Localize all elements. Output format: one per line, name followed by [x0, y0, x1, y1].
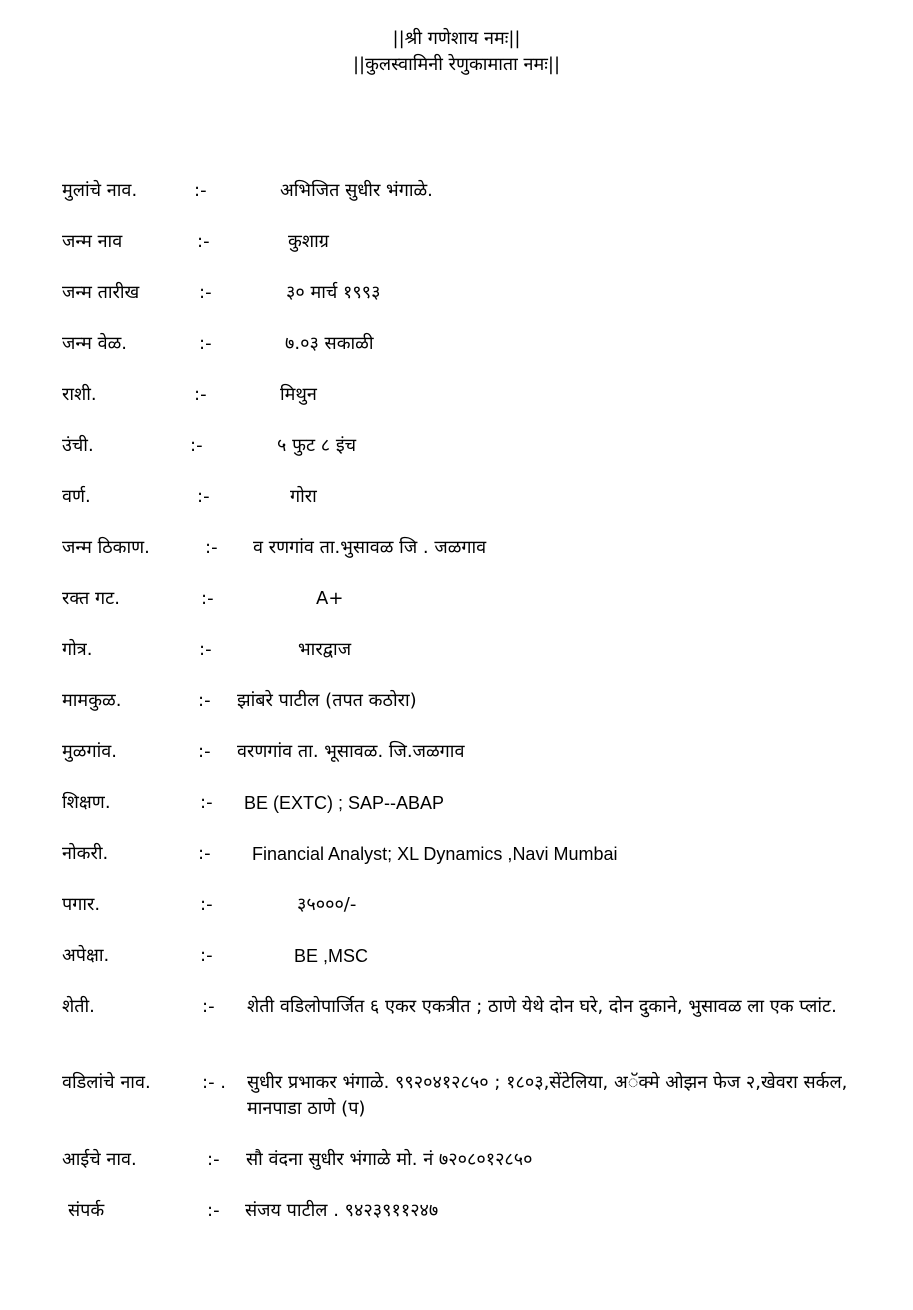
field-row-farm — [62, 994, 872, 1046]
field-value: कुशाग्र — [288, 231, 329, 252]
field-row-job — [62, 841, 872, 867]
field-separator: :- — [198, 690, 211, 711]
field-separator: :- — [198, 741, 211, 762]
field-value: ३५०००/- — [297, 894, 357, 915]
field-row-blood-group — [62, 586, 872, 612]
invocation-line-2: ||कुलस्वामिनी रेणुकामाता नमः|| — [352, 54, 561, 75]
field-row-boy-name — [62, 178, 872, 204]
field-value: भारद्वाज — [298, 639, 352, 660]
field-separator: :- — [205, 537, 218, 558]
field-row-birth-time — [62, 331, 872, 357]
field-separator: :- — [207, 1200, 220, 1221]
field-value: झांबरे पाटील (तपत कठोरा) — [237, 690, 417, 711]
field-label: आईचे नाव. — [62, 1149, 137, 1170]
field-value: ३० मार्च १९९३ — [286, 282, 381, 303]
field-separator: :- — [200, 792, 213, 813]
field-label: वडिलांचे नाव. — [62, 1072, 151, 1093]
field-separator: :- — [194, 180, 207, 201]
field-separator: :- — [197, 231, 210, 252]
field-label: शिक्षण. — [62, 792, 111, 813]
field-label: जन्म ठिकाण. — [62, 537, 150, 558]
field-label: वर्ण. — [62, 486, 91, 507]
field-value: व रणगांव ता.भुसावळ जि . जळगाव — [253, 537, 487, 558]
field-row-birth-place — [62, 535, 872, 561]
field-label: मुलांचे नाव. — [62, 180, 138, 201]
field-row-birth-date — [62, 280, 872, 306]
field-value: A+ — [316, 588, 344, 609]
field-row-birth-name — [62, 229, 872, 255]
field-separator: :- — [200, 894, 213, 915]
field-label: मामकुळ. — [62, 690, 122, 711]
field-label: अपेक्षा. — [62, 945, 110, 966]
field-label: जन्म तारीख — [62, 282, 140, 303]
field-row-mother-name — [62, 1147, 872, 1173]
field-row-native-village — [62, 739, 872, 765]
field-value: अभिजित सुधीर भंगाळे. — [280, 180, 433, 201]
field-label: जन्म नाव — [62, 231, 123, 252]
field-row-zodiac — [62, 382, 872, 408]
field-value: BE (EXTC) ; SAP--ABAP — [244, 793, 445, 813]
field-separator: :- — [199, 282, 212, 303]
field-label: गोत्र. — [62, 639, 93, 660]
field-separator: :- — [207, 1149, 220, 1170]
field-row-contact — [62, 1198, 872, 1224]
field-row-education — [62, 790, 872, 816]
field-separator: :- — [198, 843, 211, 864]
field-value: मिथुन — [280, 384, 317, 405]
field-row-complexion — [62, 484, 872, 510]
field-row-father-name — [62, 1070, 872, 1122]
field-label: जन्म वेळ. — [62, 333, 127, 354]
field-label: पगार. — [62, 894, 101, 915]
field-label: रक्त गट. — [62, 588, 120, 609]
field-separator: :- — [199, 333, 212, 354]
field-label: नोकरी. — [62, 843, 109, 864]
field-separator: :- . — [202, 1072, 227, 1093]
field-value: ५ फुट ८ इंच — [277, 435, 357, 456]
field-row-gotra — [62, 637, 872, 663]
field-value: सौ वंदना सुधीर भंगाळे मो. नं ७२०८०१२८५० — [246, 1149, 533, 1170]
field-separator: :- — [199, 639, 212, 660]
field-separator: :- — [201, 588, 214, 609]
field-row-salary — [62, 892, 872, 918]
invocation-line-1: ||श्री गणेशाय नमः|| — [392, 28, 521, 49]
field-value: गोरा — [290, 486, 317, 507]
field-value: संजय पाटील . ९४२३९११२४७ — [245, 1200, 439, 1221]
field-separator: :- — [197, 486, 210, 507]
field-row-expectation — [62, 943, 872, 969]
field-separator: :- — [194, 384, 207, 405]
field-row-mamkul — [62, 688, 872, 714]
field-label: राशी. — [62, 384, 97, 405]
field-label: संपर्क — [68, 1200, 105, 1221]
field-label: मुळगांव. — [62, 741, 117, 762]
field-separator: :- — [190, 435, 203, 456]
field-value: शेती वडिलोपार्जित ६ एकर एकत्रीत ; ठाणे येथे दोन घरे, दोन दुकाने, भुसावळ ला एक प्लांट. — [247, 996, 837, 1017]
field-label: उंची. — [62, 435, 94, 456]
field-value: वरणगांव ता. भूसावळ. जि.जळगाव — [237, 741, 465, 762]
field-separator: :- — [202, 996, 215, 1017]
field-value: ७.०३ सकाळी — [285, 333, 374, 354]
field-row-height — [62, 433, 872, 459]
field-value: Financial Analyst; XL Dynamics ,Navi Mumbai — [252, 844, 618, 864]
field-value: BE ,MSC — [294, 946, 369, 966]
field-label: शेती. — [62, 996, 95, 1017]
field-value: सुधीर प्रभाकर भंगाळे. ९९२०४१२८५० ; १८०३,सेंटेलिया, अॅक्मे ओझन फेज २,खेवरा सर्कल, मानपाडा ठाणे (प) — [247, 1072, 848, 1119]
field-separator: :- — [200, 945, 213, 966]
